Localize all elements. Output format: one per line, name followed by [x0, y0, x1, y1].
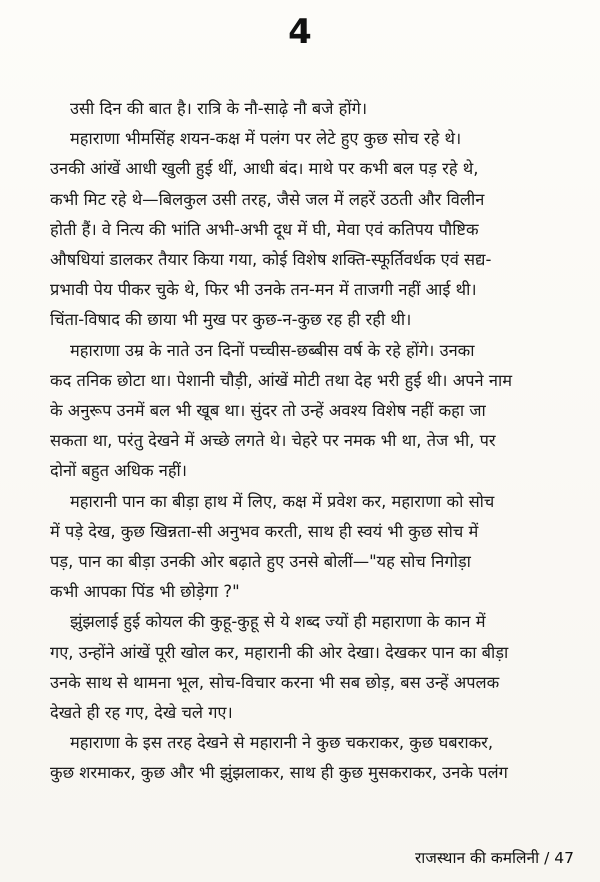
page-number: 47: [554, 849, 574, 867]
paragraph-2: [30, 124, 582, 335]
paragraph-5: [30, 607, 582, 728]
paragraph-1: [30, 94, 582, 124]
text-line: कुछ शरमाकर, कुछ और भी झुंझलाकर, साथ ही कुछ मुसकराकर, उनके पलंग: [50, 763, 508, 783]
text-line: के अनुरूप उनमें बल भी खूब था। सुंदर तो उन्हें अवश्य विशेष नहीं कहा जा: [50, 401, 486, 421]
text-line: झुंझलाई हुई कोयल की कुहू-कुहू से ये शब्द ज्यों ही महाराणा के कान में: [70, 612, 486, 632]
text-line: उनके साथ से थामना भूल, सोच-विचार करना भी सब छोड़, बस उन्हें अपलक: [50, 672, 500, 692]
text-line: कभी आपका पिंड भी छोड़ेगा ?": [50, 582, 240, 602]
text-line: पड़, पान का बीड़ा उनकी ओर बढ़ाते हुए उनसे बोलीं—"यह सोच निगोड़ा: [50, 552, 471, 572]
text-line: महाराणा उम्र के नाते उन दिनों पच्चीस-छब्बीस वर्ष के रहे होंगे। उनका: [70, 340, 475, 360]
text-line: चिंता-विषाद की छाया भी मुख पर कुछ-न-कुछ रह ही रही थी।: [50, 310, 412, 330]
text-line: कभी मिट रहे थे—बिलकुल उसी तरह, जैसे जल में लहरें उठती और विलीन: [50, 189, 485, 209]
text-line: सकता था, परंतु देखने में अच्छे लगते थे। चेहरे पर नमक भी था, तेज भी, पर: [50, 431, 496, 451]
text-line: उसी दिन की बात है। रात्रि के नौ-साढ़े नौ बजे होंगे।: [70, 99, 368, 118]
chapter-number: 4: [288, 12, 312, 52]
text-line: में पड़े देख, कुछ खिन्नता-सी अनुभव करती, साथ ही स्वयं भी कुछ सोच में: [50, 521, 479, 541]
text-line: गए, उन्होंने आंखें पूरी खोल कर, महारानी की ओर देखा। देखकर पान का बीड़ा: [50, 642, 509, 662]
paragraph-3: [30, 336, 582, 487]
text-line: महाराणा के इस तरह देखने से महारानी ने कुछ चकराकर, कुछ घबराकर,: [70, 733, 494, 753]
text-line: कद तनिक छोटा था। पेशानी चौड़ी, आंखें मोटी तथा देह भरी हुई थी। अपने नाम: [50, 370, 513, 390]
book-title: राजस्थान की कमलिनी: [414, 849, 540, 867]
footer-separator: /: [544, 849, 550, 867]
text-line: महाराणा भीमसिंह शयन-कक्ष में पलंग पर लेटे हुए कुछ सोच रहे थे।: [70, 129, 462, 149]
text-line: उनकी आंखें आधी खुली हुई थीं, आधी बंद। माथे पर कभी बल पड़ रहे थे,: [50, 159, 479, 179]
text-line: दोनों बहुत अधिक नहीं।: [50, 461, 188, 481]
text-line: देखते ही रह गए, देखे चले गए।: [50, 703, 233, 723]
text-line: प्रभावी पेय पीकर चुके थे, फिर भी उनके तन-मन में ताजगी नहीं आई थी।: [50, 280, 477, 300]
text-line: होती हैं। वे नित्य की भांति अभी-अभी दूध में घी, मेवा एवं कतिपय पौष्टिक: [50, 219, 479, 239]
text-line: औषधियां डालकर तैयार किया गया, कोई विशेष शक्ति-स्फूर्तिवर्धक एवं सद्य-: [50, 250, 492, 270]
page-footer: [415, 848, 574, 868]
paragraph-6: [30, 728, 582, 788]
paragraph-4: [30, 487, 582, 608]
body-text: [30, 94, 582, 789]
text-line: महारानी पान का बीड़ा हाथ में लिए, कक्ष में प्रवेश कर, महाराणा को सोच: [70, 491, 495, 511]
